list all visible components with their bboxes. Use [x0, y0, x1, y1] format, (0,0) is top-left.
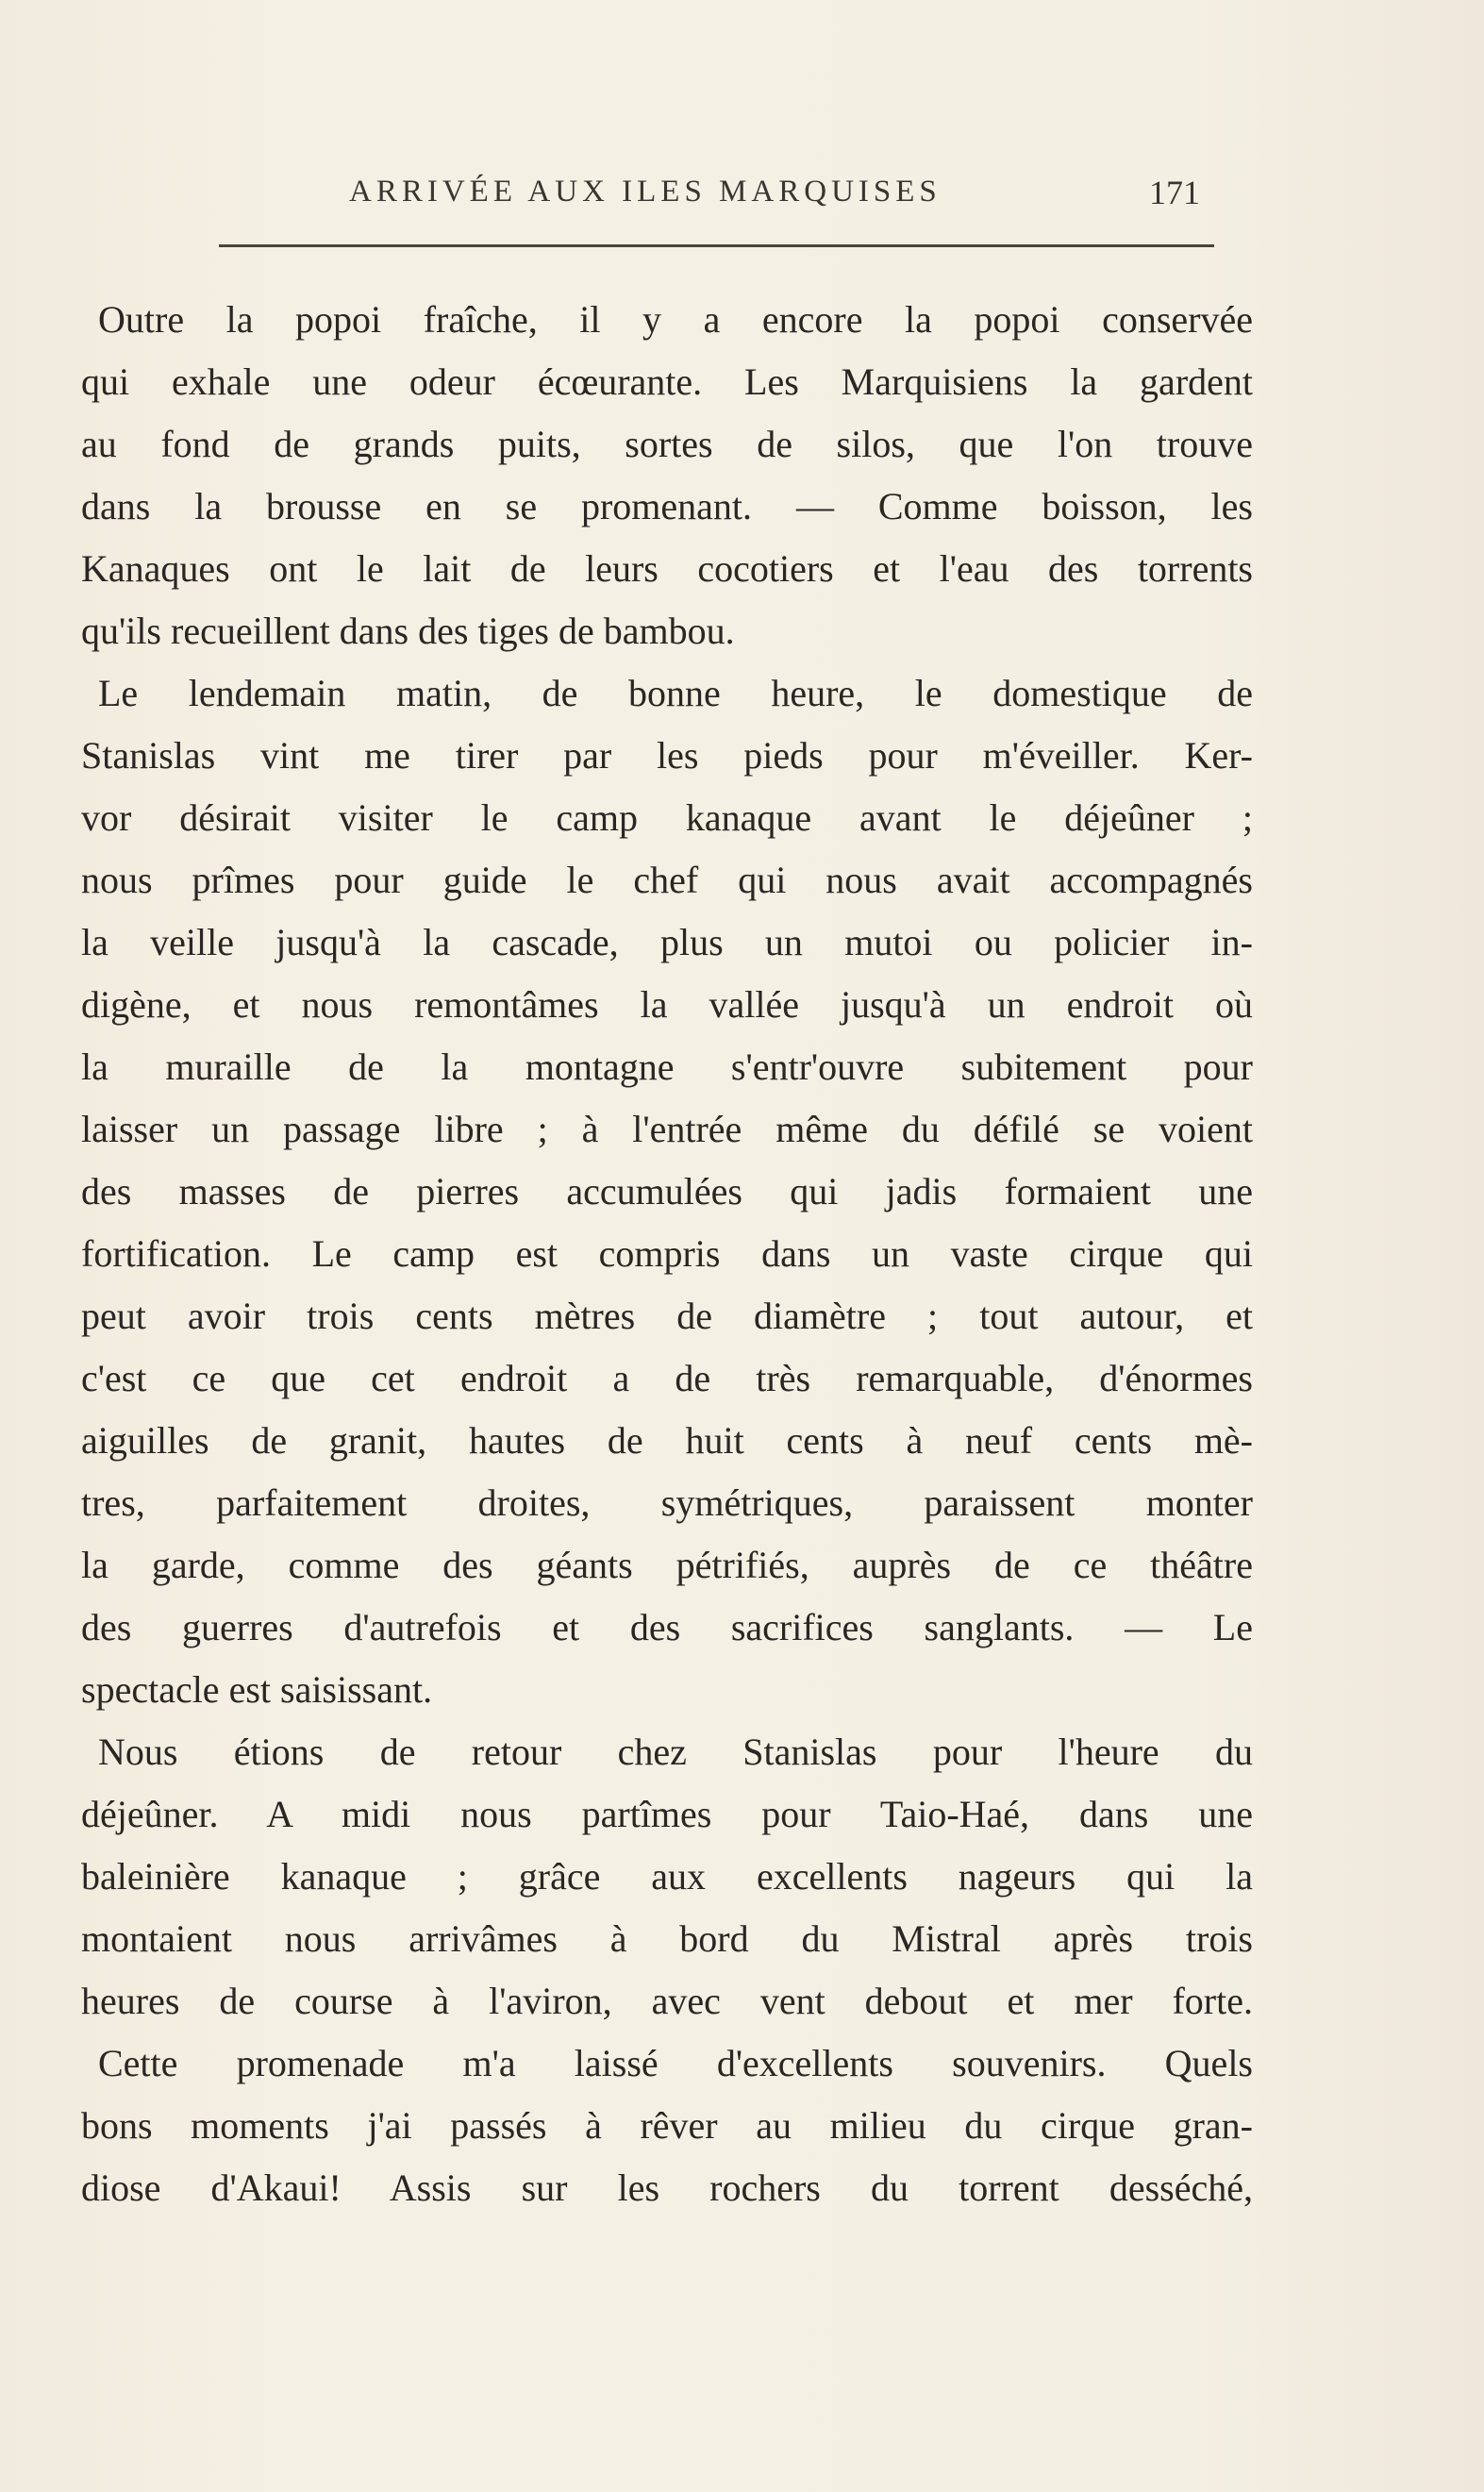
text-line: Nous étions de retour chez Stanislas pour l'heure du [98, 1731, 1253, 1773]
text-line: Outre la popoi fraîche, il y a encore la popoi conservée [98, 298, 1253, 341]
text-line: déjeûner. A midi nous partîmes pour Taio-Haé, dans une [81, 1793, 1253, 1835]
text-line: qu'ils recueillent dans des tiges de bambou. [81, 610, 735, 652]
text-line: des guerres d'autrefois et des sacrifices sanglants. — Le [81, 1606, 1253, 1648]
text-line: digène, et nous remontâmes la vallée jusqu'à un endroit où [81, 983, 1253, 1026]
text-line: fortification. Le camp est compris dans un vaste cirque qui [81, 1232, 1253, 1275]
text-line: Stanislas vint me tirer par les pieds pour m'éveiller. Ker- [81, 734, 1253, 777]
text-line: montaient nous arrivâmes à bord du Mistral après trois [81, 1917, 1253, 1960]
header-rule [219, 244, 1214, 247]
body-text [81, 289, 1253, 2219]
text-line: des masses de pierres accumulées qui jadis formaient une [81, 1170, 1253, 1213]
running-title: ARRIVÉE AUX ILES MARQUISES [349, 175, 942, 209]
text-line: au fond de grands puits, sortes de silos, que l'on trouve [81, 423, 1253, 465]
text-line: aiguilles de granit, hautes de huit cents à neuf cents mè- [81, 1419, 1253, 1462]
text-line: la veille jusqu'à la cascade, plus un mutoi ou policier in- [81, 921, 1253, 963]
text-line: la garde, comme des géants pétrifiés, auprès de ce théâtre [81, 1544, 1253, 1586]
text-line: qui exhale une odeur écœurante. Les Marquisiens la gardent [81, 360, 1253, 403]
text-line: Le lendemain matin, de bonne heure, le domestique de [98, 672, 1253, 714]
text-line: bons moments j'ai passés à rêver au milieu du cirque gran- [81, 2104, 1253, 2147]
text-line: dans la brousse en se promenant. — Comme boisson, les [81, 485, 1253, 527]
page-number: 171 [1149, 174, 1200, 211]
text-line: laisser un passage libre ; à l'entrée même du défilé se voient [81, 1108, 1253, 1150]
text-line: la muraille de la montagne s'entr'ouvre subitement pour [81, 1045, 1253, 1088]
text-line: peut avoir trois cents mètres de diamètre ; tout autour, et [81, 1295, 1253, 1337]
text-line: diose d'Akaui! Assis sur les rochers du torrent desséché, [81, 2166, 1253, 2209]
text-line: nous prîmes pour guide le chef qui nous avait accompagnés [81, 859, 1253, 901]
text-line: baleinière kanaque ; grâce aux excellents nageurs qui la [81, 1855, 1253, 1898]
text-line: tres, parfaitement droites, symétriques, paraissent monter [81, 1481, 1253, 1524]
text-line: vor désirait visiter le camp kanaque avant le déjeûner ; [81, 796, 1253, 839]
text-line: Cette promenade m'a laissé d'excellents souvenirs. Quels [98, 2042, 1253, 2084]
text-line: spectacle est saisissant. [81, 1668, 433, 1711]
text-line: heures de course à l'aviron, avec vent debout et mer forte. [81, 1980, 1253, 2022]
text-line: c'est ce que cet endroit a de très remarquable, d'énormes [81, 1357, 1253, 1399]
text-line: Kanaques ont le lait de leurs cocotiers et l'eau des torrents [81, 547, 1253, 590]
